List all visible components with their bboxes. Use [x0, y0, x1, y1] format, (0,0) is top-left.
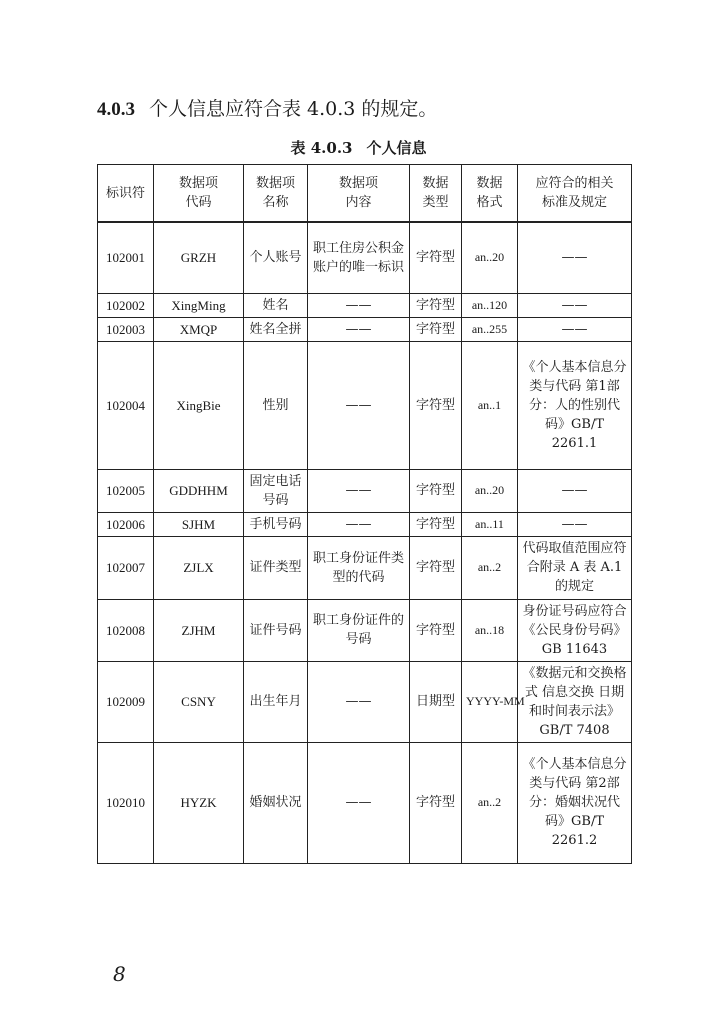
- table-row: [98, 512, 632, 536]
- row-code: XMQP: [154, 317, 244, 341]
- row-standard: ——: [518, 222, 632, 293]
- row-format: an..120: [462, 293, 518, 317]
- row-code: XingMing: [154, 293, 244, 317]
- header-code: 数据项 代码: [154, 165, 244, 223]
- row-format: an..2: [462, 742, 518, 863]
- row-format: an..18: [462, 599, 518, 661]
- header-type: 数据 类型: [410, 165, 462, 223]
- row-format: YYYY-MM: [462, 661, 518, 742]
- table-row: [98, 661, 632, 742]
- header-standard: 应符合的相关 标准及规定: [518, 165, 632, 223]
- table-row: [98, 317, 632, 341]
- table-caption: [0, 137, 717, 158]
- row-content: ——: [308, 512, 410, 536]
- row-type: 字符型: [410, 317, 462, 341]
- row-standard: 《数据元和交换格式 信息交换 日期和时间表示法》GB/T 7408: [518, 661, 632, 742]
- row-format: an..20: [462, 222, 518, 293]
- row-id: 102007: [98, 536, 154, 599]
- row-id: 102010: [98, 742, 154, 863]
- row-name: 姓名全拼: [244, 317, 308, 341]
- row-code: HYZK: [154, 742, 244, 863]
- row-format: an..255: [462, 317, 518, 341]
- row-standard: 代码取值范围应符合附录 A 表 A.1 的规定: [518, 536, 632, 599]
- row-content: ——: [308, 293, 410, 317]
- row-content: 职工住房公积金账户的唯一标识: [308, 222, 410, 293]
- row-type: 字符型: [410, 512, 462, 536]
- row-name: 个人账号: [244, 222, 308, 293]
- row-id: 102001: [98, 222, 154, 293]
- row-code: GRZH: [154, 222, 244, 293]
- row-id: 102008: [98, 599, 154, 661]
- row-code: SJHM: [154, 512, 244, 536]
- row-id: 102002: [98, 293, 154, 317]
- table-title: 个人信息: [366, 139, 427, 157]
- row-name: 固定电话号码: [244, 469, 308, 512]
- row-type: 字符型: [410, 599, 462, 661]
- table-row: [98, 293, 632, 317]
- table-row: [98, 469, 632, 512]
- row-type: 字符型: [410, 742, 462, 863]
- row-content: ——: [308, 742, 410, 863]
- row-name: 证件号码: [244, 599, 308, 661]
- row-standard: 《个人基本信息分类与代码 第2部分：婚姻状况代码》GB/T 2261.2: [518, 742, 632, 863]
- row-standard: ——: [518, 317, 632, 341]
- section-text: 个人信息应符合表 4.0.3 的规定。: [149, 98, 438, 120]
- row-type: 字符型: [410, 536, 462, 599]
- table-number: 表 4.0.3: [290, 139, 353, 157]
- table-row: [98, 742, 632, 863]
- table-row: [98, 341, 632, 469]
- row-type: 字符型: [410, 341, 462, 469]
- row-standard: ——: [518, 512, 632, 536]
- personal-info-table: [97, 164, 632, 864]
- section-heading: [97, 96, 437, 123]
- row-format: an..2: [462, 536, 518, 599]
- header-id: 标识符: [98, 165, 154, 223]
- row-name: 手机号码: [244, 512, 308, 536]
- table-row: [98, 536, 632, 599]
- row-format: an..1: [462, 341, 518, 469]
- row-type: 字符型: [410, 293, 462, 317]
- row-name: 婚姻状况: [244, 742, 308, 863]
- row-name: 出生年月: [244, 661, 308, 742]
- page-number: 8: [113, 962, 126, 986]
- row-format: an..11: [462, 512, 518, 536]
- row-content: ——: [308, 469, 410, 512]
- row-id: 102005: [98, 469, 154, 512]
- table-header-row: [98, 165, 632, 223]
- section-number: 4.0.3: [97, 99, 135, 120]
- row-content: ——: [308, 661, 410, 742]
- row-id: 102006: [98, 512, 154, 536]
- row-code: XingBie: [154, 341, 244, 469]
- row-type: 日期型: [410, 661, 462, 742]
- header-name: 数据项 名称: [244, 165, 308, 223]
- row-name: 性别: [244, 341, 308, 469]
- row-id: 102004: [98, 341, 154, 469]
- table-row: [98, 599, 632, 661]
- row-content: 职工身份证件类型的代码: [308, 536, 410, 599]
- row-content: 职工身份证件的号码: [308, 599, 410, 661]
- row-id: 102003: [98, 317, 154, 341]
- row-standard: ——: [518, 469, 632, 512]
- row-code: CSNY: [154, 661, 244, 742]
- header-format: 数据 格式: [462, 165, 518, 223]
- table-row: [98, 222, 632, 293]
- row-code: GDDHHM: [154, 469, 244, 512]
- row-standard: 身份证号码应符合《公民身份号码》GB 11643: [518, 599, 632, 661]
- row-code: ZJHM: [154, 599, 244, 661]
- row-name: 姓名: [244, 293, 308, 317]
- row-type: 字符型: [410, 469, 462, 512]
- row-code: ZJLX: [154, 536, 244, 599]
- row-content: ——: [308, 317, 410, 341]
- row-format: an..20: [462, 469, 518, 512]
- row-name: 证件类型: [244, 536, 308, 599]
- header-content: 数据项 内容: [308, 165, 410, 223]
- row-id: 102009: [98, 661, 154, 742]
- row-content: ——: [308, 341, 410, 469]
- row-standard: ——: [518, 293, 632, 317]
- row-type: 字符型: [410, 222, 462, 293]
- row-standard: 《个人基本信息分类与代码 第1部分：人的性别代码》GB/T 2261.1: [518, 341, 632, 469]
